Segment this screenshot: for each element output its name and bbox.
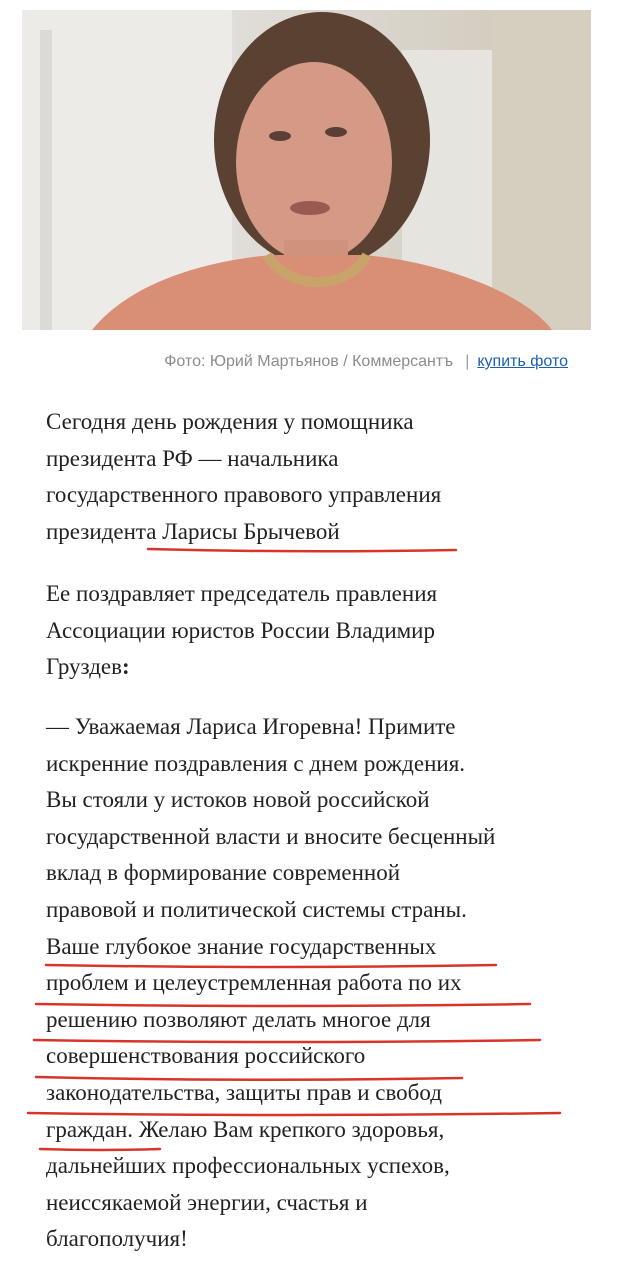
text-line: Ваше глубокое знание государственных — [46, 933, 437, 959]
buy-photo-link[interactable]: купить фото — [477, 353, 568, 370]
eye-left — [269, 131, 291, 141]
text-line: неиссякаемой энергии, счастья и — [46, 1189, 368, 1215]
text-line: совершенствования российского — [46, 1043, 366, 1069]
text-line: Сегодня день рождения у помощника — [46, 409, 414, 434]
text-line: правовой и политической системы страны. — [46, 896, 467, 922]
text-line: граждан. Желаю Вам крепкого здоровья, — [46, 1116, 445, 1142]
photo-credit: Фото: Юрий Мартьянов / Коммерсантъ — [164, 353, 454, 370]
paragraph-greeting-intro — [46, 576, 586, 686]
text-line: проблем и целеустремленная работа по их — [46, 970, 462, 996]
text-line: Ее поздравляет председатель правления — [46, 581, 438, 606]
photo-caption — [164, 353, 568, 371]
text-line: искренние поздравления с днем рождения. — [46, 750, 466, 776]
mouth — [290, 201, 330, 215]
paragraph-quote — [46, 709, 586, 1258]
text-line: Вы стояли у истоков новой российской — [46, 787, 430, 813]
door-trim — [40, 30, 52, 330]
text-line: законодательства, защиты прав и свобод — [46, 1079, 442, 1105]
text-line: государственной власти и вносите бесценный — [46, 823, 496, 849]
text-line: благополучия! — [46, 1226, 188, 1252]
text-line: дальнейших профессиональных успехов, — [46, 1153, 450, 1179]
text-line — [46, 649, 586, 686]
background-wallpaper — [492, 10, 591, 330]
text-line: президента Ларисы Брычевой — [46, 518, 340, 544]
text-line: Ассоциации юристов России Владимир — [46, 617, 435, 643]
paragraph-intro — [46, 404, 586, 550]
text-line: — Уважаемая Лариса Игоревна! Примите — [46, 714, 456, 739]
caption-separator: | — [465, 353, 470, 370]
face-shape — [236, 62, 392, 262]
colon: : — [122, 654, 130, 680]
text-line: государственного правового управления — [46, 482, 442, 508]
text-line: решению позволяют делать многое для — [46, 1006, 431, 1032]
text-line: президента РФ — начальника — [46, 445, 339, 471]
text-line-part: Груздев — [46, 654, 122, 680]
text-line: вклад в формирование современной — [46, 860, 401, 886]
eye-right — [325, 127, 347, 137]
portrait-photo-illustration — [22, 10, 591, 330]
article-photo — [22, 10, 591, 330]
